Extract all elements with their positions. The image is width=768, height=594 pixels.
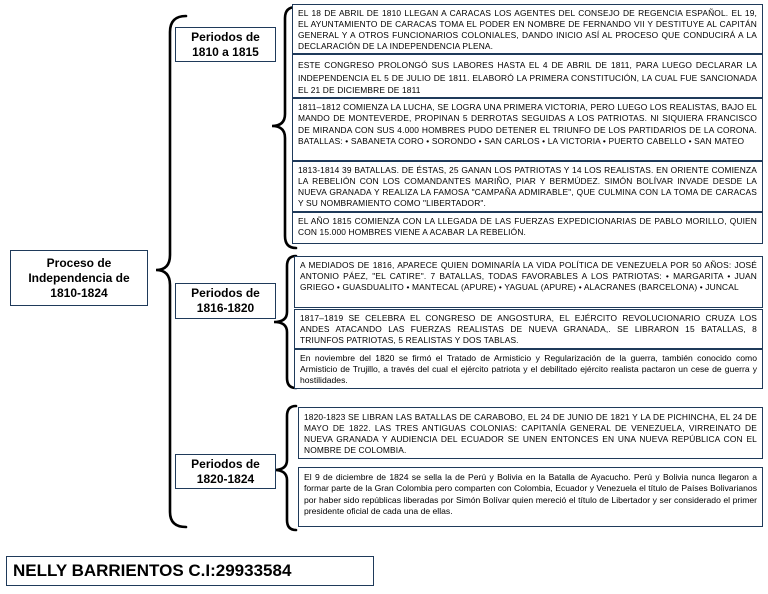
text-box-3-2: El 9 de diciembre de 1824 se sella la de Perú y Bolivia en la Batalla de Ayacucho. Perú y Bolivia nunca llegaron a formar parte de la Gran Colombia pero comparten con Colombia, Ecuador y Venezuela el título de Países Bolivarianos por haber sido repúblicas liberadas por Simón Bolívar quien mereció el título de Libertador y ser considerado el primer presidente oficial de cada una de ellas. xyxy=(298,467,763,527)
author-label: NELLY BARRIENTOS C.I:29933584 xyxy=(6,556,374,586)
text-box-1-1: EL 18 DE ABRIL DE 1810 LLEGAN A CARACAS LOS AGENTES DEL CONSEJO DE REGENCIA ESPAÑOL. EL 19, EL AYUNTAMIENTO DE CARACAS TOMA EL PODER EN NOMBRE DE FERNANDO VII Y DESTITUYE AL CAPITÁN GENERAL Y A OTROS FUNCIONARIOS COLONIALES, DANDO INICIO ASÍ AL PROCESO QUE CONDUCIRÁ A LA DECLARACIÓN DE LA INDEPENDENCIA PLENA. xyxy=(292,4,763,54)
text-box-1-4: 1813-1814 39 BATALLAS. DE ÉSTAS, 25 GANAN LOS PATRIOTAS Y 14 LOS REALISTAS. EN ORIENTE COMIENZA LA REBELIÓN CON LOS COMANDANTES MARIÑO, PIAR Y BERMÚDEZ. SIMÓN BOLÍVAR INVADE DESDE LA NUEVA GRANADA Y REALIZA LA FAMOSA "CAMPAÑA ADMIRABLE", QUE CULMINA CON LA TOMA DE CARACAS Y SU NOMBRAMIENTO COMO "LIBERTADOR". xyxy=(292,161,763,212)
brace-period-3 xyxy=(274,406,296,530)
text-box-2-3: En noviembre del 1820 se firmó el Tratado de Armisticio y Regularización de la guerra, también conocido como Armisticio de Trujillo, a través del cual el ejército patriota y el debilitado ejército realista pactaron un cese de guerra y hostilidades. xyxy=(294,349,763,389)
period-label-2: Periodos de 1816-1820 xyxy=(191,286,260,315)
period-label-1: Periodos de 1810 a 1815 xyxy=(191,29,260,59)
text-box-3-1: 1820-1823 SE LIBRAN LAS BATALLAS DE CARABOBO, EL 24 DE JUNIO DE 1821 Y LA DE PICHINCHA, EL 24 DE MAYO DE 1822. LAS TRES ANTIGUAS COLONIAS: CAPITANÍA GENERAL DE VENEZUELA, VIRREINATO DE NUEVA GRANADA Y AUDIENCIA DEL ECUADOR SE UNEN ENTONCES EN UNA NUEVA REPÚBLICA CON EL NOMBRE DE COLOMBIA. xyxy=(298,407,763,459)
period-node-2 xyxy=(175,283,276,319)
text-box-2-2: 1817–1819 SE CELEBRA EL CONGRESO DE ANGOSTURA, EL EJÉRCITO REVOLUCIONARIO CRUZA LOS ANDES ATACANDO LAS FUERZAS REALISTAS DE NUEVA GRANADA,. SE LIBRARON 15 BATALLAS, 8 TRIUNFOS PATRIOTAS, 5 REALISTAS Y DOS TABLAS. xyxy=(294,309,763,349)
root-label: Proceso de Independencia de 1810-1824 xyxy=(28,255,130,300)
root-node xyxy=(10,250,148,306)
period-node-3 xyxy=(175,454,276,489)
main-brace xyxy=(156,16,186,527)
text-box-1-5: EL AÑO 1815 COMIENZA CON LA LLEGADA DE LAS FUERZAS EXPEDICIONARIAS DE PABLO MORILLO, QUIEN CON 15.000 HOMBRES VIENE A ACABAR LA REBELIÓN. xyxy=(292,212,763,244)
text-box-2-1: A MEDIADOS DE 1816, APARECE QUIEN DOMINARÍA LA VIDA POLÍTICA DE VENEZUELA POR 50 AÑOS: JOSÉ ANTONIO PÁEZ, "EL CATIRE". 7 BATALLAS, TODAS FAVORABLES A LOS PATRIOTAS: • MARGARITA • JUAN GRIEGO • GUASDUALITO • MANTECAL (APURE) • YAGUAL (APURE) • ALACRANES (BARCELONA) • JUNCAL xyxy=(294,256,763,308)
brace-period-2 xyxy=(274,256,296,388)
text-box-1-2: ESTE CONGRESO PROLONGÓ SUS LABORES HASTA EL 4 DE ABRIL DE 1811, PARA LUEGO DECLARAR LA INDEPENDENCIA EL 5 DE JULIO DE 1811. ELABORÓ LA PRIMERA CONSTITUCIÓN, LA CUAL FUE SANCIONADA EL 21 DE DICIEMBRE DE 1811 xyxy=(292,54,763,98)
period-label-3: Periodos de 1820-1824 xyxy=(191,456,260,486)
text-box-1-3: 1811–1812 COMIENZA LA LUCHA, SE LOGRA UNA PRIMERA VICTORIA, PERO LUEGO LOS REALISTAS, BAJO EL MANDO DE MONTEVERDE, PROPINAN 5 DERROTAS SEGUIDAS A LOS PATRIOTAS. NI SIQUIERA FRANCISCO DE MIRANDA CON SUS 4.000 HOMBRES PUDO DETENER EL TRIUNFO DE LOS PARTIDARIOS DE LA CORONA. BATALLAS: • SABANETA CORO • SORONDO • SAN CARLOS • LA VICTORIA • PUERTO CABELLO • SAN MATEO xyxy=(292,98,763,161)
period-node-1 xyxy=(175,27,276,62)
